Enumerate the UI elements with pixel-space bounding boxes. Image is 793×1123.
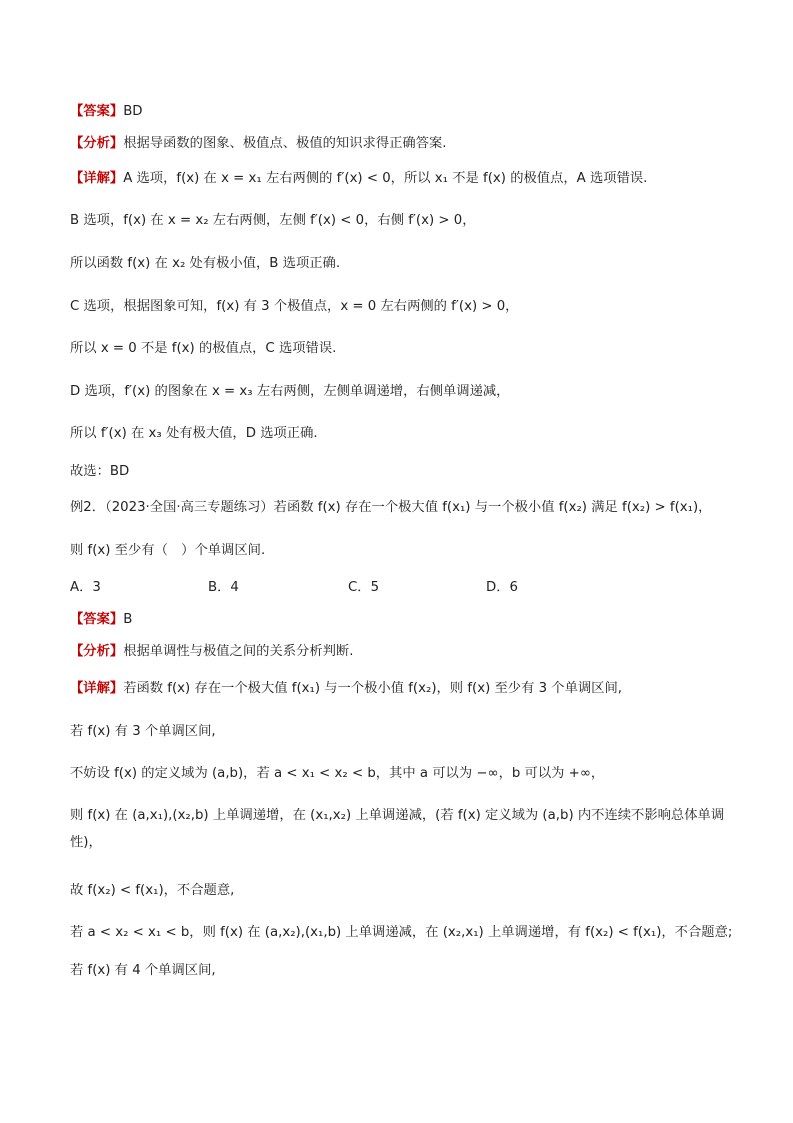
detail-text: 不妨设 f(x) 的定义域为 (a,b)，若 a < x₁ < x₂ < b，其中 a 可以为 −∞，b 可以为 +∞， bbox=[70, 766, 605, 781]
example-2-title bbox=[70, 499, 740, 517]
detail-line-11 bbox=[70, 802, 730, 856]
example-2-question bbox=[70, 542, 740, 560]
detail-text: 所以 x = 0 不是 f(x) 的极值点，C 选项错误. bbox=[70, 341, 337, 356]
answer-text: BD bbox=[123, 104, 143, 119]
detail-text: 若函数 f(x) 存在一个极大值 f(x₁) 与一个极小值 f(x₂)，则 f(x) 至少有 3 个单调区间, bbox=[123, 681, 622, 696]
detail-text: 若 f(x) 有 4 个单调区间, bbox=[70, 963, 216, 978]
option-c: C．5 bbox=[348, 580, 380, 595]
detail-text: A 选项，f(x) 在 x = x₁ 左右两侧的 f′(x) < 0，所以 x₁ 不是 f(x) 的极值点，A 选项错误. bbox=[123, 171, 648, 186]
answer-text: B bbox=[123, 612, 133, 627]
option-b: B．4 bbox=[208, 580, 239, 595]
detail-line-10 bbox=[70, 765, 740, 783]
detail-line-9 bbox=[70, 723, 740, 741]
answer-line-2 bbox=[70, 611, 740, 629]
question-text: 则 f(x) 至少有（ ）个单调区间. bbox=[70, 543, 266, 558]
answer-tag: 【答案】 bbox=[70, 612, 124, 627]
detail-line-6 bbox=[70, 383, 740, 401]
detail-line-4 bbox=[70, 298, 740, 316]
options-row bbox=[70, 579, 730, 597]
detail-text: 所以函数 f(x) 在 x₂ 处有极小值，B 选项正确. bbox=[70, 256, 341, 271]
answer-line-1 bbox=[70, 103, 740, 121]
detail-text: C 选项，根据图象可知，f(x) 有 3 个极值点，x = 0 左右两侧的 f′(x) > 0， bbox=[70, 299, 519, 314]
detail-tag: 【详解】 bbox=[70, 681, 124, 696]
answer-tag: 【答案】 bbox=[70, 104, 124, 119]
detail-line-3 bbox=[70, 255, 740, 273]
detail-text: 若 f(x) 有 3 个单调区间, bbox=[70, 724, 216, 739]
analysis-tag: 【分析】 bbox=[70, 136, 124, 151]
option-d: D．6 bbox=[486, 580, 518, 595]
analysis-tag: 【分析】 bbox=[70, 644, 124, 659]
detail-line-8 bbox=[70, 680, 740, 698]
choice-summary bbox=[70, 463, 740, 481]
choice-text: 故选：BD bbox=[70, 464, 130, 479]
analysis-text: 根据单调性与极值之间的关系分析判断. bbox=[123, 644, 354, 659]
analysis-text: 根据导函数的图象、极值点、极值的知识求得正确答案. bbox=[123, 136, 447, 151]
detail-text: 故 f(x₂) < f(x₁)，不合题意, bbox=[70, 883, 235, 898]
detail-line-13 bbox=[70, 924, 740, 942]
detail-text: 则 f(x) 在 (a,x₁),(x₂,b) 上单调递增，在 (x₁,x₂) 上单调递减，(若 f(x) 定义域为 (a,b) 内不连续不影响总体单调性)， bbox=[70, 808, 725, 850]
analysis-line-1 bbox=[70, 135, 740, 153]
detail-line-2 bbox=[70, 212, 740, 230]
detail-tag: 【详解】 bbox=[70, 171, 124, 186]
detail-line-12 bbox=[70, 882, 740, 900]
detail-line-14 bbox=[70, 962, 740, 980]
analysis-line-2 bbox=[70, 643, 740, 661]
option-a: A．3 bbox=[70, 580, 101, 595]
detail-text: B 选项，f(x) 在 x = x₂ 左右两侧，左侧 f′(x) < 0，右侧 f′(x) > 0， bbox=[70, 213, 476, 228]
detail-text: D 选项，f′(x) 的图象在 x = x₃ 左右两侧，左侧单调递增，右侧单调递减， bbox=[70, 384, 510, 399]
detail-text: 所以 f′(x) 在 x₃ 处有极大值，D 选项正确. bbox=[70, 426, 318, 441]
detail-text: 若 a < x₂ < x₁ < b，则 f(x) 在 (a,x₂),(x₁,b) 上单调递减，在 (x₂,x₁) 上单调递增，有 f(x₂) < f(x₁)，不合题意; bbox=[70, 925, 733, 940]
detail-line-5 bbox=[70, 340, 740, 358]
example-2-text: 例2．（2023·全国·高三专题练习）若函数 f(x) 存在一个极大值 f(x₁) 与一个极小值 f(x₂) 满足 f(x₂) > f(x₁)， bbox=[70, 500, 712, 515]
detail-line-1 bbox=[70, 170, 740, 188]
detail-line-7 bbox=[70, 425, 740, 443]
